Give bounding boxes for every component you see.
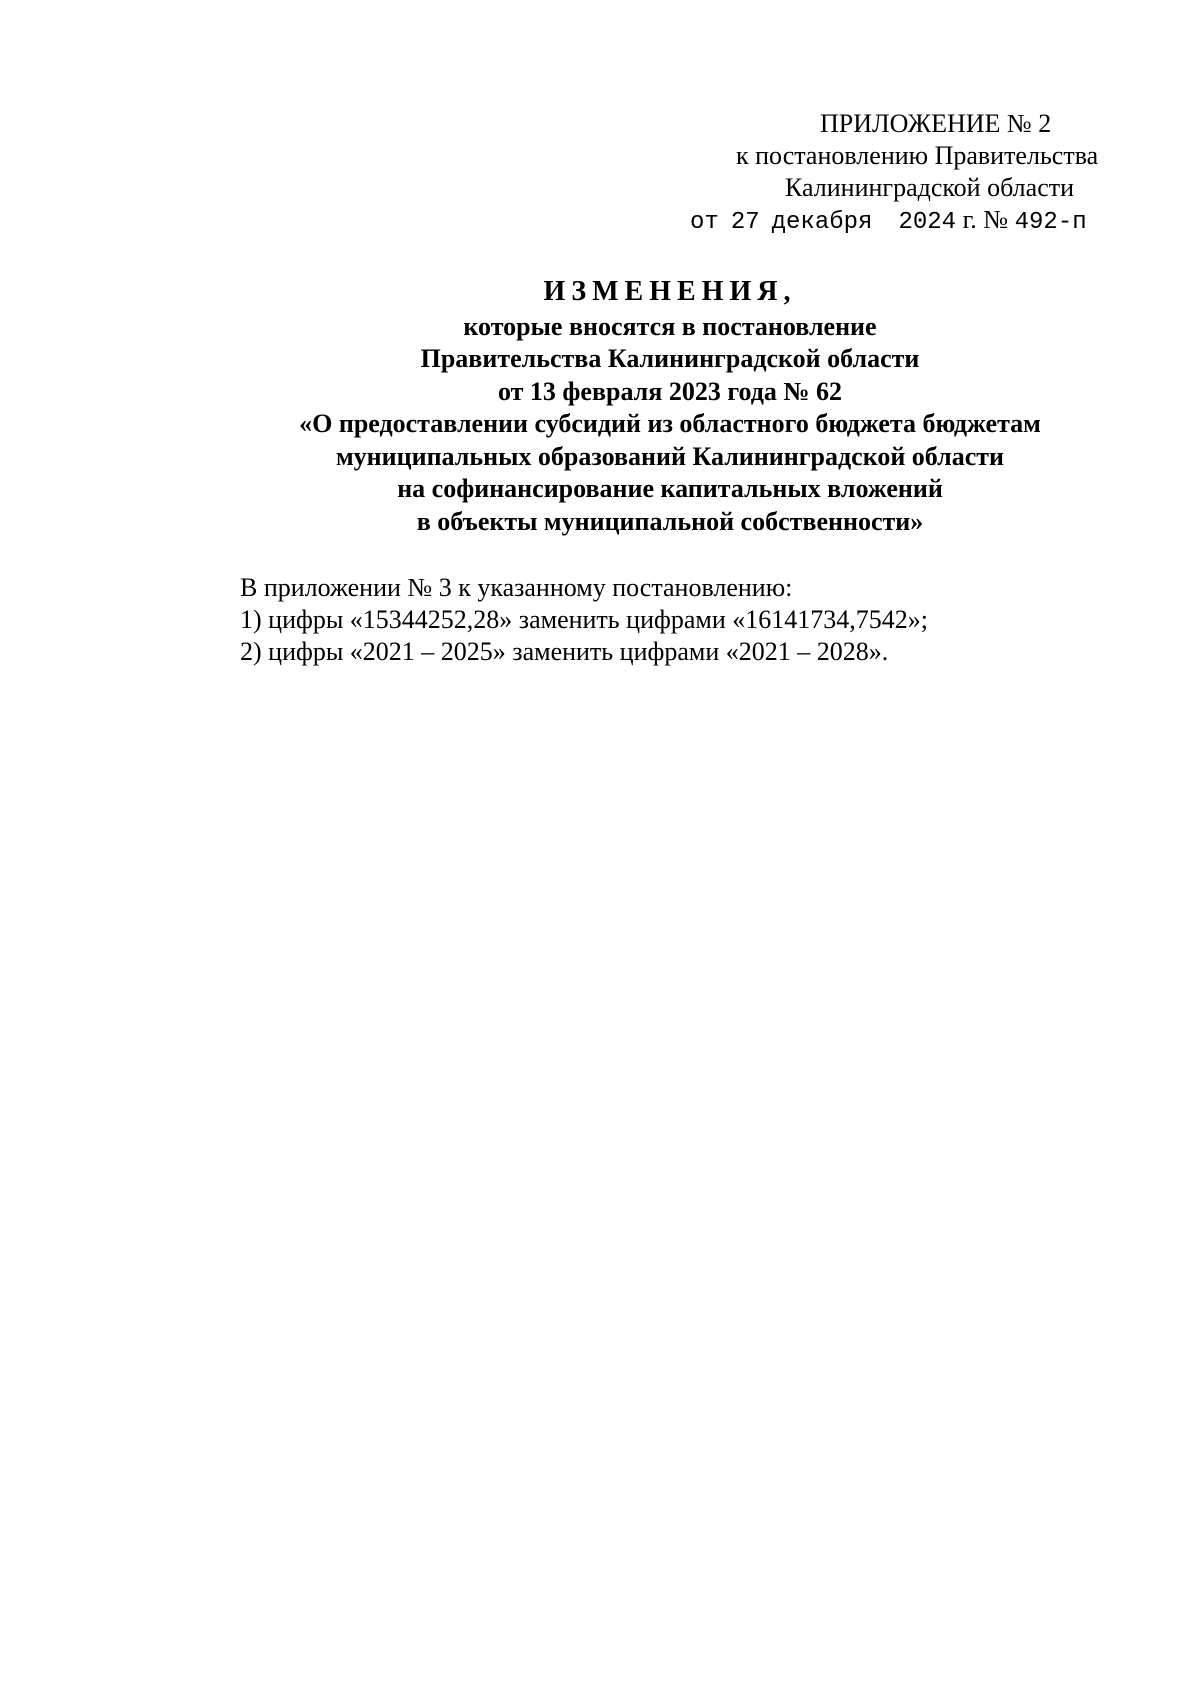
document-title (140, 276, 1200, 538)
date-year: 2024 (898, 209, 957, 236)
body-item: 2) цифры «2021 – 2025» заменить цифрами «2021 – 2028». (240, 637, 889, 666)
appendix-region: Калининградской области (785, 173, 1075, 202)
appendix-header (640, 108, 1140, 239)
title-line: муниципальных образований Калининградской области (335, 441, 1005, 471)
appendix-reference: к постановлению Правительства (736, 141, 1099, 170)
date-prefix: от (690, 209, 719, 236)
title-line: на софинансирование капитальных вложений (397, 474, 943, 503)
appendix-title: ПРИЛОЖЕНИЕ № 2 (820, 109, 1052, 138)
title-line: в объекты муниципальной собственности» (416, 506, 924, 536)
body-intro: В приложении № 3 к указанному постановлению: (240, 573, 793, 602)
title-line: от 13 февраля 2023 года № 62 (497, 376, 843, 406)
title-heading: ИЗМЕНЕНИЯ, (543, 276, 797, 307)
date-month: декабря (771, 209, 873, 236)
year-suffix: г. № (962, 205, 1009, 234)
title-line: «О предоставлении субсидий из областного бюджета бюджетам (299, 409, 1041, 438)
title-line: которые вносятся в постановление (463, 311, 877, 341)
appendix-date-line (640, 204, 1140, 239)
body-item: 1) цифры «15344252,28» заменить цифрами «16141734,7542»; (240, 605, 928, 634)
document-body (240, 572, 1140, 668)
document-number: 492-п (1014, 209, 1087, 236)
title-line: Правительства Калининградской области (420, 344, 920, 373)
date-day: 27 (730, 209, 760, 236)
